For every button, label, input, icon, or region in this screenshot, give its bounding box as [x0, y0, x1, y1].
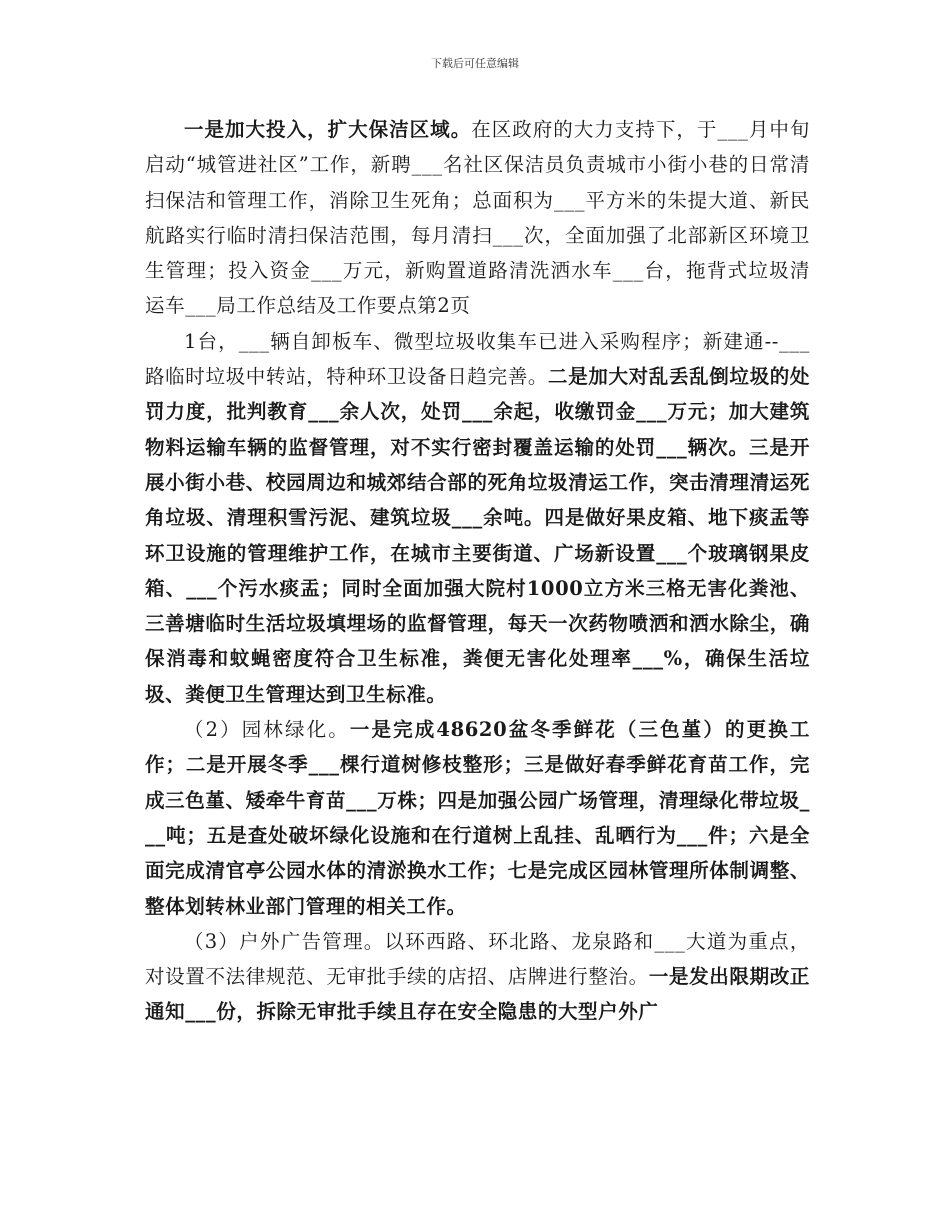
paragraph-1	[145, 112, 810, 324]
paragraph-3-heading: （2）园林绿化。	[184, 718, 350, 742]
paragraph-3	[145, 712, 810, 924]
paragraph-2	[145, 324, 810, 712]
paragraph-4-lead: （3）户外广告管理。以环西路、环北路、龙泉路和___大道为重点，对设置不法律规范、无审批手续的店招、店牌进行整治。	[145, 929, 810, 989]
paragraph-4	[145, 924, 810, 1030]
paragraph-2-lead: 1台，___辆自卸板车、微型垃圾收集车已进入采购程序；新建通--___路临时垃圾中转站，特种环卫设备日趋完善。	[145, 329, 810, 389]
page-header: 下载后可任意编辑	[431, 57, 519, 70]
paragraph-1-body: 在区政府的大力支持下，于___月中旬启动“城管进社区”工作，新聘___名社区保洁员负责城市小街小巷的日常清扫保洁和管理工作，消除卫生死角；总面积为___平方米的朱提大道、新民航路实行临时清扫保洁范围，每月清扫___次，全面加强了北部新区环境卫生管理；投入资金___万元，新购置道路清洗洒水车___台，拖背式垃圾清运车___局工作总结及工作要点第2页	[145, 118, 810, 318]
document-body	[145, 112, 810, 1030]
paragraph-2-body: 二是加大对乱丢乱倒垃圾的处罚力度，批判教育___余人次，处罚___余起，收缴罚金___万元；加大建筑物料运输车辆的监督管理，对不实行密封覆盖运输的处罚___辆次。三是开展小街小巷、校园周边和城郊结合部的死角垃圾清运工作，突击清理清运死角垃圾、清理积雪污泥、建筑垃圾___余吨。四是做好果皮箱、地下痰盂等环卫设施的管理维护工作，在城市主要街道、广场新设置___个玻璃钢果皮箱、___个污水痰盂；同时全面加强大院村1000立方米三格无害化粪池、三善塘临时生活垃圾填埋场的监督管理，每天一次药物喷洒和洒水除尘，确保消毒和蚊蝇密度符合卫生标准，粪便无害化处理率___%，确保生活垃圾、粪便卫生管理达到卫生标准。	[145, 365, 810, 706]
paragraph-4-body: 一是发出限期改正通知___份，拆除无审批手续且存在安全隐患的大型户外广	[145, 965, 810, 1024]
paragraph-1-heading: 一是加大投入，扩大保洁区域。	[184, 118, 472, 141]
paragraph-3-body: 一是完成48620盆冬季鲜花（三色堇）的更换工作；二是开展冬季___棵行道树修枝整形；三是做好春季鲜花育苗工作，完成三色堇、矮牵牛育苗___万株；四是加强公园广场管理，清理绿化带垃圾___吨；五是查处破坏绿化设施和在行道树上乱挂、乱晒行为___件；六是全面完成清官亭公园水体的清淤换水工作；七是完成区园林管理所体制调整、整体划转林业部门管理的相关工作。	[145, 718, 810, 918]
